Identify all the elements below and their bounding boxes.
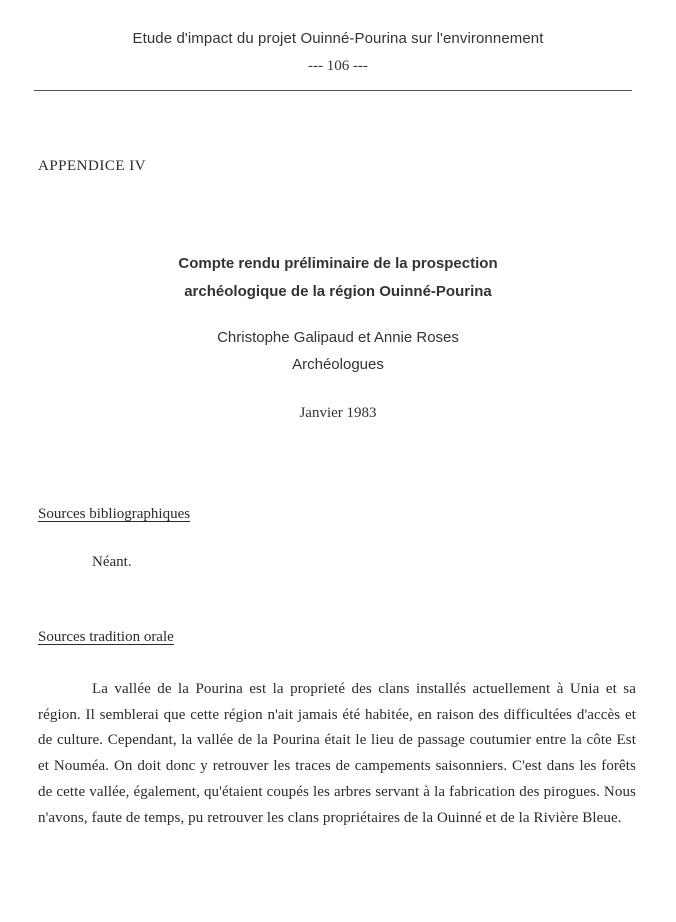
bibliography-content: Néant. (92, 554, 132, 570)
document-header-title: Etude d'impact du projet Ouinné-Pourina sur l'environnement (132, 30, 544, 47)
report-authors: Christophe Galipaud et Annie Roses (217, 329, 459, 346)
oral-tradition-paragraph: La vallée de la Pourina est la proprieté des clans installés actuellement à Unia et sa région. Il semblerai que cette région n'ait jamais été habitée, en raison des difficultées d'accès et de culture. Cependant, la vallée de la Pourina était le lieu de passage coutumier entre la côte Est et Nouméa. On doit donc y retrouver les traces de campements saisonniers. C'est dans les forêts de cette vallée, également, qu'étaient coupés les arbres servant à la fabrication des pirogues. Nous n'avons, faute de temps, pu retrouver les clans propriétaires de la Ouinné et de la Rivière Bleue. (38, 681, 636, 826)
page-number: --- 106 --- (308, 58, 368, 74)
section-heading-oral-tradition: Sources tradition orale (38, 629, 174, 645)
report-title-line-2: archéologique de la région Ouinné-Pourina (184, 283, 492, 300)
header-divider (34, 90, 632, 91)
appendix-label: APPENDICE IV (38, 158, 147, 174)
report-author-role: Archéologues (292, 356, 384, 373)
report-date: Janvier 1983 (299, 405, 377, 421)
section-heading-bibliography: Sources bibliographiques (38, 506, 191, 522)
report-title-line-1: Compte rendu préliminaire de la prospection (178, 255, 498, 272)
